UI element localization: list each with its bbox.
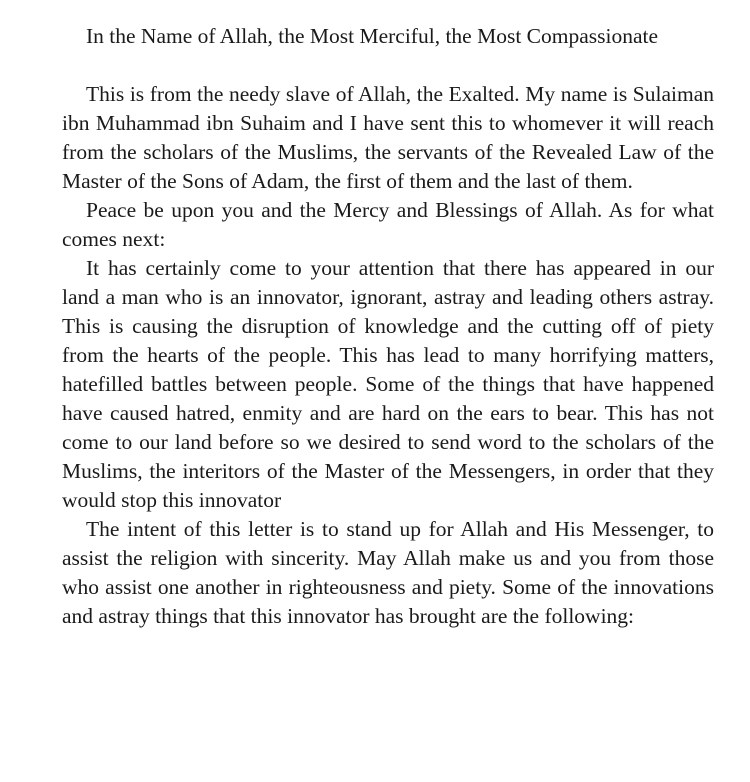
paragraph-innovator-description: It has certainly come to your attention that there has appeared in our land a man who is an innovator, ignorant, astray and leading others astray. This is causing the disruption of knowledge and the cutting off of piety from the hearts of the people. This has lead to many horrifying matters, hatefilled battles between people. Some of the things that have happened have caused hatred, enmity and are hard on the ears to bear. This has not come to our land before so we desired to send word to the scholars of the Muslims, the interitors of the Master of the Messengers, in order that they would stop this innovator [62, 256, 714, 512]
paragraph-introduction: This is from the needy slave of Allah, the Exalted. My name is Sulaiman ibn Muhammad ibn Suhaim and I have sent this to whomever it will reach from the scholars of the Muslims, the servants of the Revealed Law of the Master of the Sons of Adam, the first of them and the last of them. [62, 82, 714, 193]
document-page [62, 22, 714, 631]
basmala-heading: In the Name of Allah, the Most Merciful, the Most Compassionate [86, 24, 659, 48]
paragraph-greeting: Peace be upon you and the Mercy and Blessings of Allah. As for what comes next: [62, 198, 714, 251]
paragraph-letter-intent: The intent of this letter is to stand up for Allah and His Messenger, to assist the religion with sincerity. May Allah make us and you from those who assist one another in righteousness and piety. Some of the innovations and astray things that this innovator has brought are the following: [62, 517, 714, 628]
